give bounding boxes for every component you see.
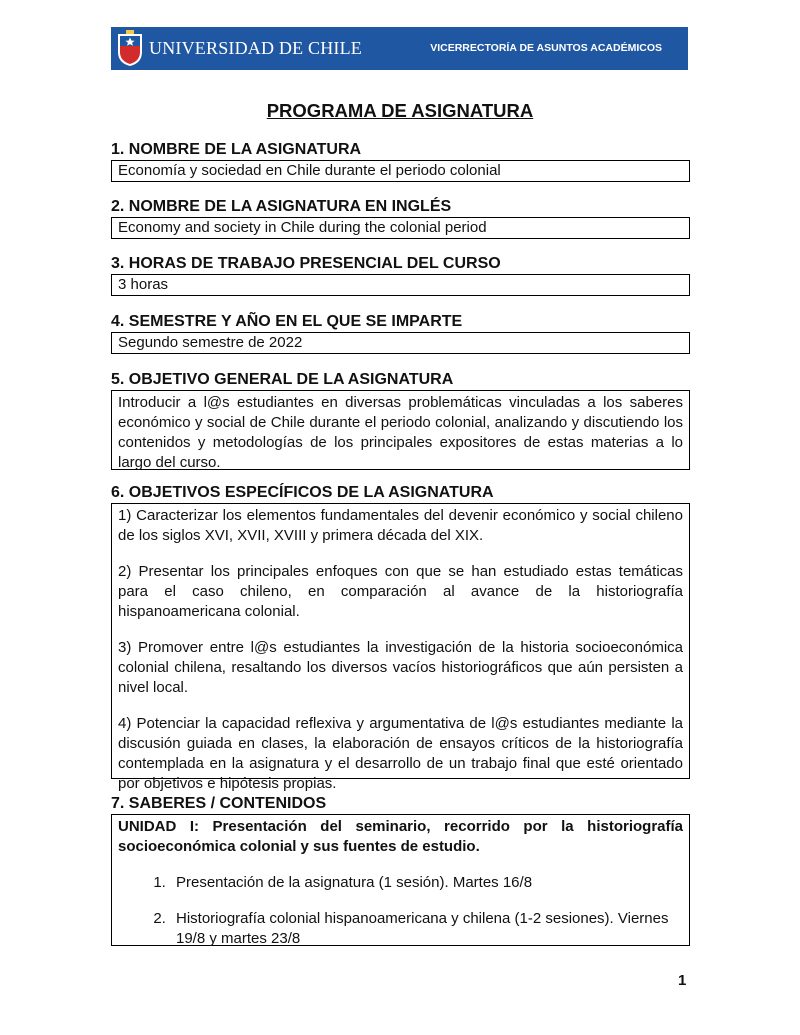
section-4-title: 4. SEMESTRE Y AÑO EN EL QUE SE IMPARTE: [111, 313, 463, 330]
unit-1-topic-2: 2. Historiografía colonial hispanoamericana y chilena (1-2 sesiones). Viernes 19/8 y martes 23/8: [170, 909, 683, 949]
unit-1-title: UNIDAD I: Presentación del seminario, recorrido por la historiografía socioeconómica colonial y sus fuentes de estudio.: [118, 818, 683, 855]
section-4-box: [111, 332, 690, 354]
section-2-value: Economy and society in Chile during the colonial period: [118, 219, 487, 236]
specific-objective-2: 2) Presentar los principales enfoques con que se han estudiado estas temáticas para el caso chileno, en comparación al avance de la historiografía hispanoamericana colonial.: [118, 563, 683, 620]
specific-objective-4: 4) Potenciar la capacidad reflexiva y argumentativa de l@s estudiantes mediante la discusión guiada en clases, la elaboración de ensayos críticos de la historiografía contemplada en la asignatura y el desarrollo de un trabajo final que esté orientado por objetivos e hipótesis propias.: [118, 715, 683, 792]
section-3-value: 3 horas: [118, 276, 169, 293]
document-title: PROGRAMA DE ASIGNATURA: [266, 100, 534, 121]
section-3-title: 3. HORAS DE TRABAJO PRESENCIAL DEL CURSO: [111, 255, 501, 272]
section-2-box: [111, 217, 690, 239]
section-6-box: [111, 503, 690, 792]
page-number: 1: [678, 972, 687, 989]
section-2-title: 2. NOMBRE DE LA ASIGNATURA EN INGLÉS: [111, 198, 452, 215]
section-4-value: Segundo semestre de 2022: [118, 334, 303, 351]
university-crest-icon: [117, 30, 143, 67]
section-6-title: 6. OBJETIVOS ESPECÍFICOS DE LA ASIGNATURA: [111, 484, 494, 501]
university-name: UNIVERSIDAD DE CHILE: [149, 38, 362, 58]
section-3-box: [111, 274, 690, 296]
section-1-title: 1. NOMBRE DE LA ASIGNATURA: [111, 141, 362, 158]
section-5-title: 5. OBJETIVO GENERAL DE LA ASIGNATURA: [111, 371, 454, 388]
vice-rectorate-label: VICERRECTORÍA DE ASUNTOS ACADÉMICOS: [430, 42, 662, 54]
section-1-value: Economía y sociedad en Chile durante el periodo colonial: [118, 162, 501, 179]
section-7-box: [111, 814, 690, 946]
specific-objective-1: 1) Caracterizar los elementos fundamentales del devenir económico y social chileno de los siglos XVI, XVII, XVIII y primera década del XIX.: [118, 507, 683, 544]
section-7-title: 7. SABERES / CONTENIDOS: [111, 795, 327, 812]
specific-objective-3: 3) Promover entre l@s estudiantes la investigación de la historia socioeconómica colonial chilena, resaltando los diversos vacíos historiográficos que aún persisten a nivel local.: [118, 639, 683, 696]
unit-1-topic-1: 1. Presentación de la asignatura (1 sesión). Martes 16/8: [170, 873, 683, 893]
section-1-box: [111, 160, 690, 182]
header-banner: [111, 27, 688, 70]
section-5-box: [111, 390, 690, 470]
section-5-value: Introducir a l@s estudiantes en diversas problemáticas vinculadas a los saberes económico y social de Chile durante el periodo colonial, analizando y discutiendo los contenidos y metodologías de los principales expositores de estas materias a lo largo del curso.: [118, 394, 683, 471]
unit-1-topic-list: [118, 873, 683, 949]
